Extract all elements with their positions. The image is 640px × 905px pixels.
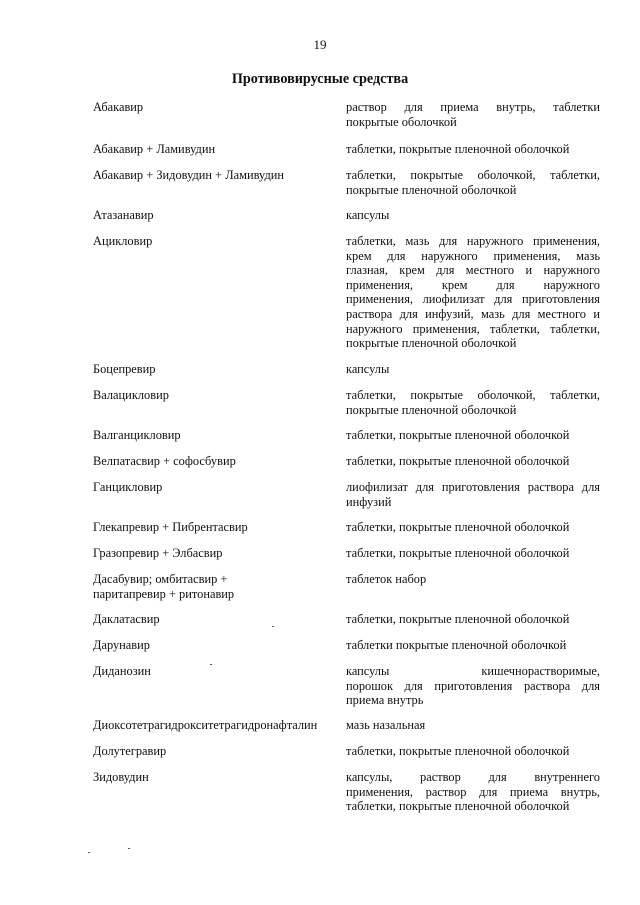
dosage-forms — [346, 718, 600, 733]
dosage-form-line: капсулы — [346, 362, 390, 376]
dosage-form-line: мазь назальная — [346, 718, 426, 732]
dosage-form-line: таблетки, покрытые пленочной оболочкой — [346, 454, 570, 468]
dosage-form-line: таблеток набор — [346, 572, 427, 586]
drug-name: Диданозин — [93, 664, 151, 678]
dosage-form-line: таблетки, покрытые пленочной оболочкой — [346, 546, 570, 560]
dosage-forms — [346, 388, 600, 417]
page-number: 19 — [313, 37, 327, 52]
dosage-forms — [346, 638, 600, 653]
dosage-form-line: крем для наружного применения, мазь — [346, 248, 600, 263]
dosage-forms — [346, 234, 600, 351]
drug-name: Глекапревир + Пибрентасвир — [93, 520, 248, 534]
dosage-forms — [346, 208, 600, 223]
drug-name-line: паритапревир + ритонавир — [93, 586, 235, 601]
dosage-form-line: покрытые пленочной оболочкой — [346, 336, 517, 351]
dosage-form-line: глазная, крем для местного и наружного — [346, 263, 600, 278]
drug-name: Даклатасвир — [93, 612, 160, 626]
dosage-form-line: покрытые оболочкой — [346, 114, 457, 129]
drug-name: Диоксотетрагидрокситетрагидронафталин — [93, 718, 318, 732]
drug-name: Долутегравир — [93, 744, 167, 758]
drug-name: Ганцикловир — [93, 480, 163, 494]
drug-name: Зидовудин — [93, 770, 149, 784]
scan-speck — [272, 626, 274, 627]
dosage-form-line: раствор для приема внутрь, таблетки — [346, 100, 600, 114]
dosage-form-line: наружного применения, таблетки, таблетки, — [346, 321, 600, 336]
drug-name: Атазанавир — [93, 208, 154, 222]
drug-name: Велпатасвир + софосбувир — [93, 454, 236, 468]
scan-speck — [88, 852, 90, 853]
dosage-forms — [346, 612, 600, 627]
scan-speck — [128, 848, 130, 849]
dosage-forms — [346, 664, 600, 708]
dosage-forms — [346, 362, 600, 377]
drug-name — [93, 572, 343, 601]
dosage-form-line: таблетки, покрытые пленочной оболочкой — [346, 612, 570, 626]
dosage-form-line: таблетки, мазь для наружного применения, — [346, 234, 600, 248]
dosage-form-line: таблетки, покрытые пленочной оболочкой — [346, 142, 570, 156]
dosage-form-line: раствора для инфузий, мазь для местного и — [346, 306, 600, 321]
dosage-form-line: приема внутрь — [346, 693, 424, 708]
dosage-form-line: таблетки покрытые пленочной оболочкой — [346, 638, 567, 652]
dosage-form-line: покрытые пленочной оболочкой — [346, 182, 517, 197]
drug-name: Гразопревир + Элбасвир — [93, 546, 223, 560]
dosage-forms — [346, 168, 600, 197]
dosage-forms — [346, 744, 600, 759]
dosage-form-line: таблетки, покрытые оболочкой, таблетки, — [346, 388, 600, 402]
dosage-form-line: таблетки, покрытые пленочной оболочкой — [346, 428, 570, 442]
dosage-forms — [346, 546, 600, 561]
dosage-forms — [346, 770, 600, 814]
dosage-forms — [346, 454, 600, 469]
dosage-forms — [346, 520, 600, 535]
dosage-forms — [346, 142, 600, 157]
dosage-form-line: капсулы, раствор для внутреннего — [346, 770, 600, 784]
drug-name: Дарунавир — [93, 638, 150, 652]
dosage-form-line: применения, лиофилизат для приготовления — [346, 292, 600, 307]
dosage-form-line: таблетки, покрытые оболочкой, таблетки, — [346, 168, 600, 182]
dosage-form-line: капсулы кишечнорастворимые, — [346, 664, 600, 678]
dosage-form-line: покрытые пленочной оболочкой — [346, 402, 517, 417]
dosage-form-line: порошок для приготовления раствора для — [346, 678, 600, 693]
dosage-forms — [346, 572, 600, 587]
dosage-form-line: таблетки, покрытые пленочной оболочкой — [346, 520, 570, 534]
dosage-form-line: лиофилизат для приготовления раствора для — [346, 480, 600, 494]
section-title: Противовирусные средства — [231, 71, 409, 87]
drug-name: Боцепревир — [93, 362, 156, 376]
drug-name: Валацикловир — [93, 388, 169, 402]
dosage-form-line: капсулы — [346, 208, 390, 222]
drug-name-line: Дасабувир; омбитасвир + — [93, 572, 228, 586]
dosage-forms — [346, 480, 600, 509]
dosage-form-line: таблетки, покрытые пленочной оболочкой — [346, 744, 570, 758]
dosage-form-line: инфузий — [346, 494, 392, 509]
drug-name: Абакавир + Зидовудин + Ламивудин — [93, 168, 285, 182]
dosage-forms — [346, 100, 600, 129]
scan-speck — [210, 664, 212, 665]
drug-name: Абакавир — [93, 100, 144, 114]
dosage-forms — [346, 428, 600, 443]
dosage-form-line: таблетки, покрытые пленочной оболочкой — [346, 799, 570, 814]
dosage-form-line: применения, раствор для приема внутрь, — [346, 784, 600, 799]
dosage-form-line: применения, крем для наружного — [346, 277, 600, 292]
drug-name: Валганцикловир — [93, 428, 181, 442]
drug-name: Абакавир + Ламивудин — [93, 142, 216, 156]
drug-name: Ацикловир — [93, 234, 153, 248]
